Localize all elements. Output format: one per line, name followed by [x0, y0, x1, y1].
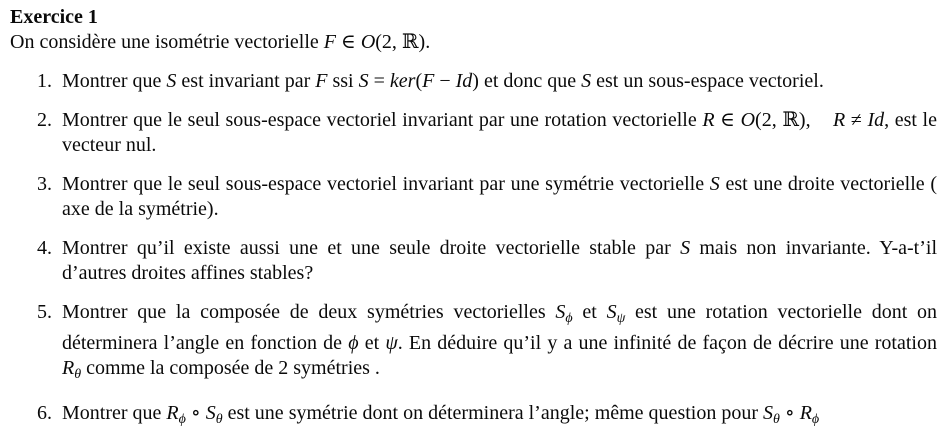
text-run: est une symétrie dont on déterminera l’angle; même question pour	[222, 402, 763, 425]
math-variable: O	[360, 31, 376, 53]
item-number: 3.	[37, 173, 52, 195]
math-variable: S	[166, 70, 177, 92]
math-variable: ker	[389, 70, 416, 92]
math-variable: ϕ	[348, 332, 359, 355]
item-text	[62, 109, 937, 156]
math-subscript: ϕ	[565, 311, 573, 327]
text-run: comme la composée de 2 symétries .	[81, 357, 380, 380]
text-run: ≠	[845, 109, 868, 131]
exercise-list	[10, 69, 937, 433]
math-subscript: ϕ	[811, 412, 820, 428]
math-subscript: θ	[74, 367, 82, 383]
exercise-item	[10, 401, 937, 432]
math-variable: R	[166, 402, 179, 425]
text-run: est invariant par	[176, 70, 316, 92]
text-run: et	[358, 332, 386, 355]
text-run: est une droite vectorielle ( axe de la symétrie).	[62, 173, 937, 220]
exercise-title: Exercice 1	[10, 6, 98, 28]
text-run: (	[415, 70, 423, 92]
text-run: ∈	[336, 31, 361, 53]
math-subscript: ϕ	[178, 412, 186, 428]
math-variable: R	[833, 109, 846, 131]
math-variable: S	[709, 173, 720, 195]
math-variable: O	[740, 109, 756, 131]
math-variable: R	[62, 357, 75, 380]
text-run: Montrer qu’il existe aussi une et une seule droite vectorielle stable par	[62, 237, 681, 259]
item-number: 6.	[37, 402, 52, 425]
text-run: Montrer que la composée de deux symétries vectorielles	[62, 301, 556, 323]
math-variable: R	[799, 402, 812, 425]
math-variable: S	[205, 402, 216, 425]
text-run: Montrer que	[62, 402, 167, 425]
math-variable: F	[422, 70, 435, 92]
exercise-item	[10, 69, 937, 94]
exercise-item	[10, 300, 937, 387]
text-run: Montrer que le seul sous-espace vectoriel invariant par une rotation vectorielle	[62, 109, 703, 131]
math-variable: S	[680, 237, 691, 259]
text-run: , est le vecteur nul.	[62, 109, 937, 156]
text-run: ∘	[185, 402, 206, 425]
math-subscript: ψ	[616, 311, 626, 327]
math-variable: S	[358, 70, 369, 92]
item-text	[62, 237, 937, 284]
text-run: ∈	[714, 109, 741, 131]
math-variable: F	[315, 70, 328, 92]
text-run: ) et donc que	[472, 70, 582, 92]
exercise-item	[10, 108, 937, 158]
text-run: . En déduire qu’il y a une infinité de façon de décrire une rotation	[397, 332, 937, 355]
item-number: 5.	[37, 301, 52, 323]
math-variable: S	[581, 70, 592, 92]
item-text	[62, 402, 820, 428]
math-variable: R	[702, 109, 715, 131]
exercise-item	[10, 172, 937, 222]
text-run: −	[434, 70, 456, 92]
text-run: =	[368, 70, 390, 92]
text-run: et	[572, 301, 607, 323]
text-run: Montrer que	[62, 70, 167, 92]
text-run: On considère une isométrie vectorielle	[10, 31, 324, 53]
math-subscript: θ	[773, 412, 780, 428]
text-run: mais non invariante. Y-a-t’il d’autres droites affines stables?	[62, 237, 937, 284]
math-variable: S	[555, 301, 566, 323]
math-variable: S	[763, 402, 773, 425]
item-text	[62, 173, 937, 220]
text-run: (2, ℝ),	[755, 109, 834, 131]
text-run: ssi	[327, 70, 359, 92]
item-number: 2.	[37, 109, 52, 131]
exercise-item	[10, 236, 937, 286]
math-variable: Id	[455, 70, 473, 92]
text-run: (2, ℝ).	[375, 31, 431, 53]
item-number: 1.	[37, 70, 52, 92]
text-run: est un sous-espace vectoriel.	[591, 70, 824, 92]
item-text	[62, 301, 937, 383]
text-run: est une rotation vectorielle dont on déterminera l’angle en fonction de	[62, 301, 937, 355]
text-run: Montrer que le seul sous-espace vectoriel invariant par une symétrie vectorielle	[62, 173, 710, 195]
item-number: 4.	[37, 237, 52, 259]
math-variable: Id	[867, 109, 885, 131]
item-text	[62, 70, 824, 92]
math-variable: F	[323, 31, 336, 53]
text-run: ∘	[779, 402, 800, 425]
intro-paragraph	[10, 30, 937, 55]
math-variable: ψ	[385, 332, 398, 355]
math-variable: S	[606, 301, 617, 323]
math-subscript: θ	[215, 412, 223, 428]
